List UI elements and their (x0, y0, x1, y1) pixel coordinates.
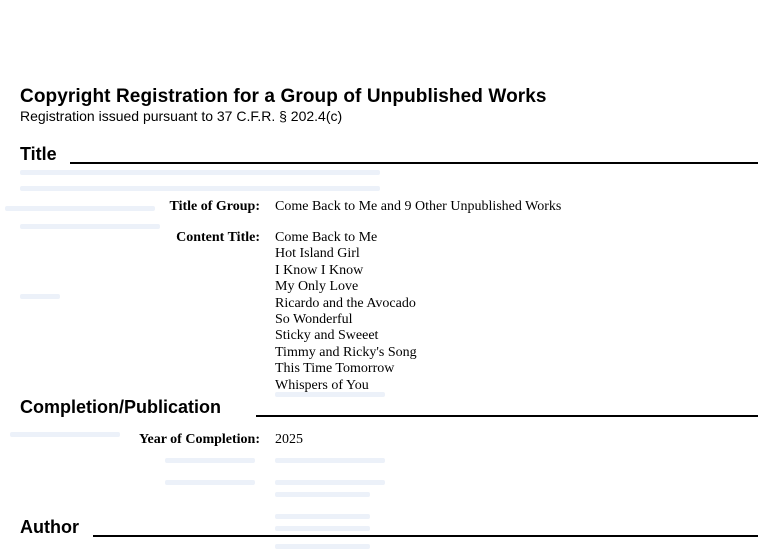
ghost-text (20, 186, 380, 191)
content-title-item: Whispers of You (275, 377, 369, 393)
ghost-text (5, 206, 155, 211)
ghost-text (10, 432, 120, 437)
section-rule-title (70, 162, 758, 164)
ghost-text (275, 492, 370, 497)
ghost-text (165, 458, 255, 463)
ghost-text (20, 170, 380, 175)
ghost-text (275, 480, 385, 485)
ghost-text (275, 544, 370, 549)
content-title-label: Content Title: (176, 230, 260, 245)
content-title-item: Hot Island Girl (275, 246, 360, 262)
ghost-text (275, 458, 385, 463)
ghost-text (20, 294, 60, 299)
content-title-list (275, 230, 417, 394)
content-title-item: Come Back to Me (275, 230, 378, 245)
section-rule-completion (256, 415, 758, 417)
ghost-text (275, 514, 370, 519)
year-of-completion-value: 2025 (275, 432, 303, 447)
content-title-item: Ricardo and the Avocado (275, 295, 416, 311)
title-of-group-label: Title of Group: (169, 199, 260, 214)
document-subtitle: Registration issued pursuant to 37 C.F.R. § 202.4(c) (20, 108, 343, 124)
content-title-item: I Know I Know (275, 262, 364, 278)
ghost-text (20, 224, 160, 229)
content-title-item: This Time Tomorrow (275, 361, 395, 377)
section-heading-title: Title (20, 144, 57, 164)
ghost-text (275, 526, 370, 531)
ghost-text (165, 480, 255, 485)
content-title-item: So Wonderful (275, 312, 353, 328)
content-title-item: Timmy and Ricky's Song (275, 344, 417, 360)
content-title-item: My Only Love (275, 279, 359, 295)
section-heading-completion: Completion/Publication (20, 397, 221, 417)
content-title-item: Sticky and Sweeet (275, 328, 379, 344)
section-heading-author: Author (20, 517, 79, 537)
title-of-group-value: Come Back to Me and 9 Other Unpublished Works (275, 199, 562, 214)
year-of-completion-label: Year of Completion: (138, 432, 260, 447)
document-title: Copyright Registration for a Group of Unpublished Works (20, 86, 547, 107)
section-rule-author (93, 535, 758, 537)
